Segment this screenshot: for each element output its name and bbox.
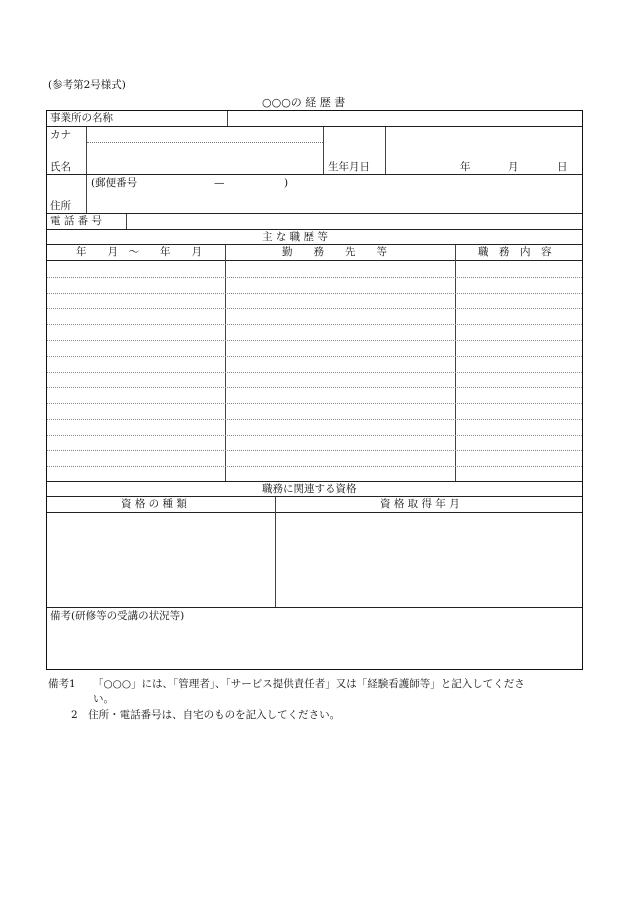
- name-label: 氏名: [50, 161, 71, 173]
- table-row: [47, 372, 582, 373]
- remarks-field[interactable]: [47, 625, 582, 669]
- page-title: ○○○の 経 歴 書: [262, 96, 346, 109]
- table-row: [47, 356, 582, 357]
- birth-month-unit: 月: [508, 161, 519, 173]
- kana-field[interactable]: [87, 127, 323, 142]
- table-row: [47, 293, 582, 294]
- history-col-period: 年 月 〜 年 月: [76, 246, 202, 258]
- history-section-title: 主 な 職 歴 等: [262, 231, 328, 243]
- footnote-1-line-1: 「○○○」には、「管理者」、「サービス提供責任者」又は「経験看護師等」と記入してくださ: [93, 678, 525, 690]
- table-row: [47, 403, 582, 404]
- table-row: [47, 435, 582, 436]
- postal-code-dash: —: [214, 177, 225, 189]
- table-row: [47, 277, 582, 278]
- history-table-body[interactable]: [47, 261, 582, 482]
- form-number: (参考第2号様式): [48, 79, 126, 91]
- office-name-field[interactable]: [228, 111, 582, 126]
- qualification-col-date: 資 格 取 得 年 月: [380, 498, 460, 510]
- birth-date-field[interactable]: [386, 127, 582, 174]
- postal-code-close: ): [284, 177, 289, 189]
- qualification-type-field[interactable]: [47, 513, 275, 607]
- kana-label: カナ: [50, 129, 71, 141]
- birth-date-label: 生年月日: [328, 161, 370, 173]
- qualification-date-field[interactable]: [276, 513, 582, 607]
- footnote-1-line-2: い。: [93, 693, 114, 705]
- remarks-label: 備考(研修等の受講の状況等): [50, 610, 185, 622]
- postal-code-label: (郵便番号: [91, 177, 138, 189]
- name-field[interactable]: [87, 143, 323, 174]
- phone-label: 電 話 番 号: [50, 215, 103, 227]
- history-col-duties: 職 務 内 容: [478, 246, 552, 258]
- address-field[interactable]: [87, 192, 582, 213]
- table-row: [47, 387, 582, 388]
- table-row: [47, 324, 582, 325]
- office-name-label: 事業所の名称: [50, 112, 113, 124]
- birth-year-unit: 年: [460, 161, 471, 173]
- footnote-2: 2 住所・電話番号は、自宅のものを記入してください。: [71, 709, 341, 721]
- table-row: [47, 308, 582, 309]
- history-col-workplace: 勤 務 先 等: [282, 246, 387, 258]
- address-label: 住所: [50, 200, 71, 212]
- table-row: [47, 450, 582, 451]
- footnote-prefix: 備考1: [48, 678, 76, 690]
- table-row: [47, 466, 582, 467]
- phone-field[interactable]: [127, 214, 582, 229]
- postal-code-field[interactable]: [150, 176, 280, 190]
- birth-day-unit: 日: [557, 161, 568, 173]
- qualification-section-title: 職務に関連する資格: [262, 483, 357, 495]
- table-row: [47, 419, 582, 420]
- qualification-col-type: 資 格 の 種 類: [121, 498, 187, 510]
- table-row: [47, 340, 582, 341]
